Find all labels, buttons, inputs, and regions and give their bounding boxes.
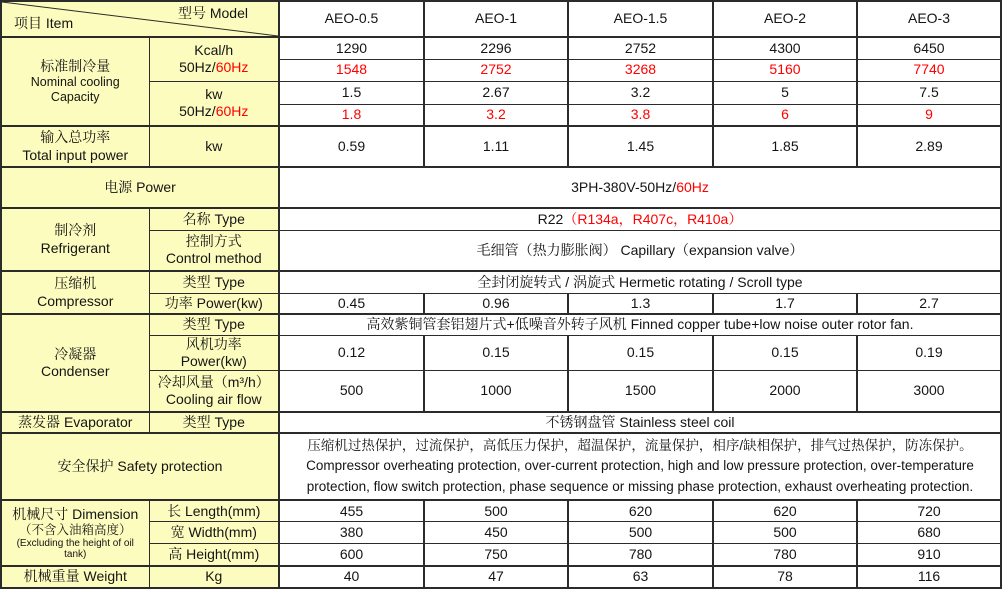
model-col-aeo-0-5: AEO-0.5 bbox=[279, 1, 424, 37]
input-power-value: 0.59 bbox=[279, 126, 424, 167]
safety-text bbox=[279, 433, 1001, 500]
length-value: 455 bbox=[279, 500, 424, 522]
power-supply-value-red: 60Hz bbox=[676, 178, 709, 195]
height-value: 780 bbox=[568, 544, 713, 566]
width-value: 450 bbox=[424, 522, 568, 544]
fan-power-label: 风机功率 Power(kw) bbox=[149, 335, 279, 370]
freq-50hz-label: 50Hz/ bbox=[179, 103, 216, 120]
height-value: 910 bbox=[857, 544, 1001, 566]
height-label: 高 Height(mm) bbox=[149, 544, 279, 566]
width-value: 680 bbox=[857, 522, 1001, 544]
refrigerant-name-label: 名称 Type bbox=[149, 208, 279, 230]
dimension-group-note-zh: （不含入油箱高度） bbox=[18, 522, 132, 537]
weight-unit: Kg bbox=[149, 566, 279, 588]
compressor-group-label bbox=[1, 271, 149, 314]
dimension-group-note-en: (Excluding the height of oil tank) bbox=[16, 538, 134, 561]
power-supply-label: 电源 Power bbox=[1, 167, 279, 208]
fan-power-value: 0.19 bbox=[857, 335, 1001, 370]
compressor-power-label: 功率 Power(kw) bbox=[149, 293, 279, 314]
compressor-power-value: 1.7 bbox=[713, 293, 857, 314]
kcal-50hz-value: 1290 bbox=[279, 37, 424, 59]
kw-unit: kw bbox=[205, 86, 223, 103]
weight-value: 63 bbox=[568, 566, 713, 588]
fan-power-value: 0.15 bbox=[568, 335, 713, 370]
model-header-label: 型号 Model bbox=[177, 5, 248, 21]
input-power-label-en: Total input power bbox=[22, 146, 129, 163]
freq-60hz-label: 60Hz bbox=[215, 59, 249, 76]
kw-50hz-value: 5 bbox=[713, 81, 857, 104]
weight-value: 47 bbox=[424, 566, 568, 588]
item-header-label: 项目 Item bbox=[14, 14, 74, 31]
kcal-60hz-value: 2752 bbox=[424, 59, 568, 81]
cooling-group-label-zh: 标准制冷量 bbox=[40, 57, 111, 74]
length-value: 620 bbox=[713, 500, 857, 522]
kw-50hz-value: 3.2 bbox=[568, 81, 713, 104]
length-value: 720 bbox=[857, 500, 1001, 522]
condenser-type-label: 类型 Type bbox=[149, 314, 279, 335]
compressor-group-label-zh: 压缩机 bbox=[54, 275, 97, 292]
length-value: 500 bbox=[424, 500, 568, 522]
evaporator-type-value: 不锈钢盘管 Stainless steel coil bbox=[279, 412, 1001, 433]
input-power-value: 1.11 bbox=[424, 126, 568, 167]
compressor-power-value: 1.3 bbox=[568, 293, 713, 314]
freq-50hz-label: 50Hz/ bbox=[179, 59, 216, 76]
compressor-power-value: 2.7 bbox=[857, 293, 1001, 314]
fan-power-value: 0.12 bbox=[279, 335, 424, 370]
refrigerant-group-label-en: Refrigerant bbox=[40, 239, 110, 256]
dimension-group-label bbox=[1, 500, 149, 566]
kw-50hz-value: 7.5 bbox=[857, 81, 1001, 104]
airflow-value: 1500 bbox=[568, 370, 713, 412]
height-value: 750 bbox=[424, 544, 568, 566]
cooling-kw-unit-label bbox=[149, 81, 279, 126]
kw-50hz-value: 2.67 bbox=[424, 81, 568, 104]
refrigerant-name-black: R22 bbox=[537, 210, 564, 227]
width-label: 宽 Width(mm) bbox=[149, 522, 279, 544]
kw-60hz-value: 1.8 bbox=[279, 104, 424, 126]
refrigerant-name-red: （R134a，R407c，R410a） bbox=[563, 210, 743, 227]
refrigerant-group-label bbox=[1, 208, 149, 271]
condenser-group-label-en: Condenser bbox=[41, 363, 110, 380]
model-item-header-cell bbox=[1, 1, 279, 37]
airflow-label-zh: 冷却风量（m³/h） bbox=[157, 373, 270, 390]
kcal-60hz-value: 3268 bbox=[568, 59, 713, 81]
kcal-50hz-value: 6450 bbox=[857, 37, 1001, 59]
kcal-50hz-value: 4300 bbox=[713, 37, 857, 59]
airflow-value: 500 bbox=[279, 370, 424, 412]
kcal-freq bbox=[154, 59, 275, 76]
evaporator-type-label: 类型 Type bbox=[149, 412, 279, 433]
dimension-group-label-zh: 机械尺寸 Dimension bbox=[12, 505, 139, 522]
compressor-group-label-en: Compressor bbox=[37, 292, 114, 309]
height-value: 780 bbox=[713, 544, 857, 566]
kcal-50hz-value: 2752 bbox=[568, 37, 713, 59]
airflow-value: 1000 bbox=[424, 370, 568, 412]
width-value: 380 bbox=[279, 522, 424, 544]
kcal-60hz-value: 1548 bbox=[279, 59, 424, 81]
height-value: 600 bbox=[279, 544, 424, 566]
width-value: 500 bbox=[713, 522, 857, 544]
cooling-group-label-en: Nominal cooling Capacity bbox=[30, 74, 120, 105]
refrigerant-group-label-zh: 制冷剂 bbox=[54, 222, 97, 239]
width-value: 500 bbox=[568, 522, 713, 544]
model-col-aeo-3: AEO-3 bbox=[857, 1, 1001, 37]
condenser-type-value: 高效紫铜管套铝翅片式+低噪音外转子风机 Finned copper tube+low noise outer rotor fan. bbox=[279, 314, 1001, 335]
model-col-aeo-2: AEO-2 bbox=[713, 1, 857, 37]
airflow-label bbox=[149, 370, 279, 412]
safety-label: 安全保护 Safety protection bbox=[1, 433, 279, 500]
model-col-aeo-1: AEO-1 bbox=[424, 1, 568, 37]
kw-60hz-value: 9 bbox=[857, 104, 1001, 126]
input-power-label bbox=[1, 126, 149, 167]
input-power-value: 1.85 bbox=[713, 126, 857, 167]
model-col-aeo-1-5: AEO-1.5 bbox=[568, 1, 713, 37]
cooling-kcal-unit-label bbox=[149, 37, 279, 81]
airflow-label-en: Cooling air flow bbox=[165, 390, 262, 407]
weight-value: 116 bbox=[857, 566, 1001, 588]
evaporator-label: 蒸发器 Evaporator bbox=[1, 412, 149, 433]
safety-text-en: Compressor overheating protection, over-current protection, high and low pressure protection, over-temperature protection, flow switch protection, phase sequence or missing phase protection, exhaust overheating protection. bbox=[306, 458, 974, 494]
fan-power-value: 0.15 bbox=[424, 335, 568, 370]
compressor-type-value: 全封闭旋转式 / 涡旋式 Hermetic rotating / Scroll type bbox=[279, 271, 1001, 293]
airflow-value: 3000 bbox=[857, 370, 1001, 412]
kcal-50hz-value: 2296 bbox=[424, 37, 568, 59]
condenser-group-label bbox=[1, 314, 149, 412]
power-supply-value bbox=[279, 167, 1001, 208]
control-method-label-en: Control method bbox=[165, 250, 262, 267]
compressor-power-value: 0.96 bbox=[424, 293, 568, 314]
kcal-60hz-value: 7740 bbox=[857, 59, 1001, 81]
kw-50hz-value: 1.5 bbox=[279, 81, 424, 104]
input-power-value: 2.89 bbox=[857, 126, 1001, 167]
length-value: 620 bbox=[568, 500, 713, 522]
airflow-value: 2000 bbox=[713, 370, 857, 412]
control-method-label bbox=[149, 230, 279, 271]
length-label: 长 Length(mm) bbox=[149, 500, 279, 522]
control-method-value: 毛细管（热力膨胀阀） Capillary（expansion valve） bbox=[279, 230, 1001, 271]
compressor-type-label: 类型 Type bbox=[149, 271, 279, 293]
control-method-label-zh: 控制方式 bbox=[185, 233, 242, 250]
refrigerant-name-value bbox=[279, 208, 1001, 230]
power-supply-value-black: 3PH-380V-50Hz/ bbox=[571, 178, 677, 195]
compressor-power-value: 0.45 bbox=[279, 293, 424, 314]
input-power-label-zh: 输入总功率 bbox=[40, 129, 111, 146]
weight-value: 78 bbox=[713, 566, 857, 588]
safety-text-zh: 压缩机过热保护，过流保护，高低压力保护，超温保护，流量保护，相序/缺相保护，排气过热保护，防冻保护。 bbox=[307, 438, 973, 454]
weight-value: 40 bbox=[279, 566, 424, 588]
kw-freq bbox=[154, 103, 275, 120]
kcal-unit: Kcal/h bbox=[194, 42, 234, 59]
cooling-group-label bbox=[1, 37, 149, 126]
condenser-group-label-zh: 冷凝器 bbox=[54, 346, 97, 362]
kw-60hz-value: 6 bbox=[713, 104, 857, 126]
input-power-value: 1.45 bbox=[568, 126, 713, 167]
input-power-unit: kw bbox=[149, 126, 279, 167]
fan-power-value: 0.15 bbox=[713, 335, 857, 370]
kw-60hz-value: 3.8 bbox=[568, 104, 713, 126]
freq-60hz-label: 60Hz bbox=[215, 103, 249, 120]
kw-60hz-value: 3.2 bbox=[424, 104, 568, 126]
weight-label: 机械重量 Weight bbox=[1, 566, 149, 588]
kcal-60hz-value: 5160 bbox=[713, 59, 857, 81]
